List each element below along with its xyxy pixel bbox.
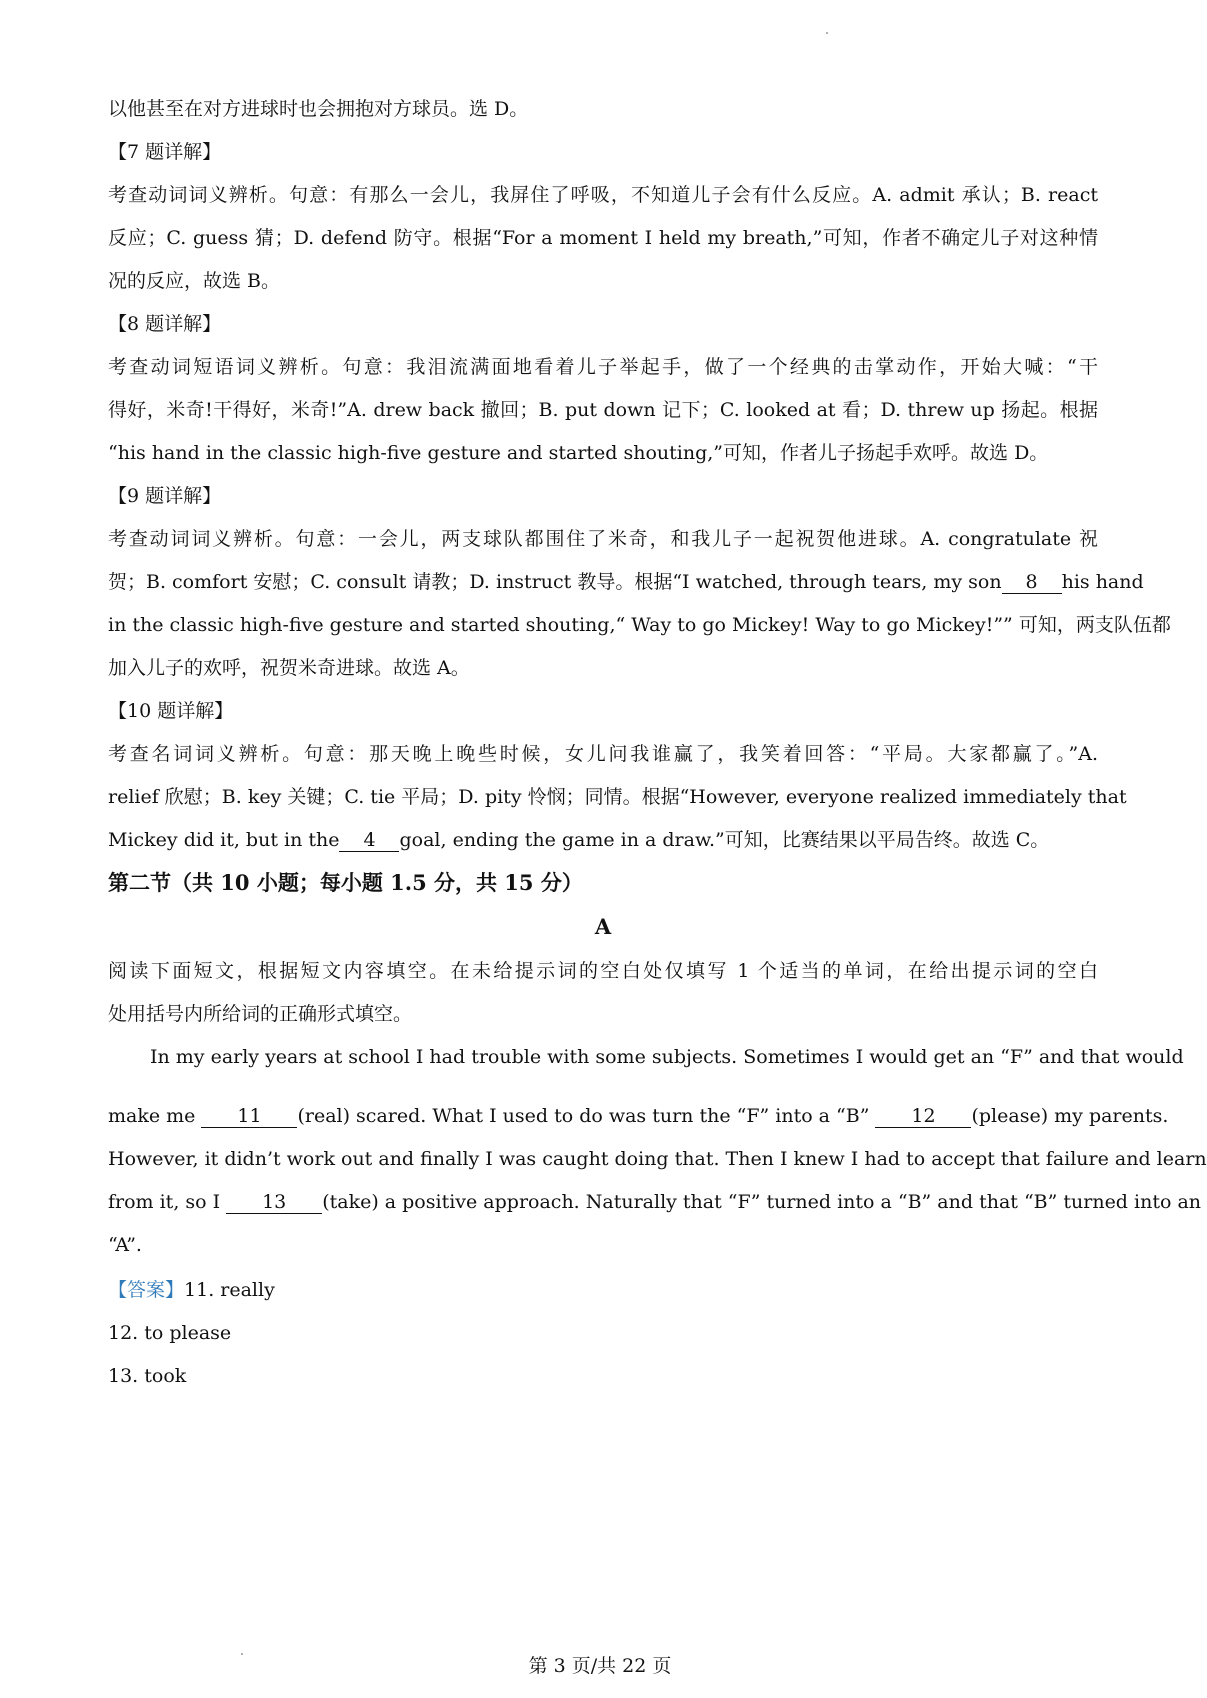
text-segment: (please) my parents.	[971, 1105, 1169, 1127]
text-segment: make me	[108, 1105, 202, 1127]
text-segment: from it, so I	[108, 1191, 227, 1213]
text-segment: goal, ending the game in a draw.”可知，比赛结果以平局告终。故选 C。	[399, 829, 1050, 851]
text-line: 加入儿子的欢呼，祝贺米奇进球。故选 A。	[108, 657, 470, 679]
text-segment: Mickey did it, but in the	[108, 829, 340, 851]
passage-line: “A”.	[108, 1234, 142, 1256]
text-line: 考查名词词义辨析。句意：那天晚上晚些时候，女儿问我谁赢了，我笑着回答：“平局。大家都赢了。”A.	[108, 743, 1098, 765]
passage-line	[108, 1102, 1169, 1130]
text-line: 考查动词词义辨析。句意：有那么一会儿，我屏住了呼吸，不知道儿子会有什么反应。A. admit 承认；B. react	[108, 184, 1098, 206]
passage-label: A	[594, 914, 612, 939]
text-line: 况的反应，故选 B。	[108, 270, 281, 292]
instruction-line: 处用括号内所给词的正确形式填空。	[108, 1003, 413, 1025]
text-line: 考查动词词义辨析。句意：一会儿，两支球队都围住了米奇，和我儿子一起祝贺他进球。A. congratulate 祝	[108, 528, 1098, 550]
text-segment: his hand	[1061, 571, 1144, 593]
text-line	[108, 826, 1098, 854]
blank-11: 11	[201, 1105, 297, 1128]
blank-8: 8	[1002, 571, 1062, 594]
text-line: relief 欣慰；B. key 关键；C. tie 平局；D. pity 怜悯；同情。根据“However, everyone realized immediately that	[108, 786, 1127, 808]
scan-speck	[826, 32, 828, 34]
answer-13: 13. took	[108, 1365, 187, 1387]
q8-heading: 【8 题详解】	[108, 313, 222, 335]
text-line: 考查动词短语词义辨析。句意：我泪流满面地看着儿子举起手，做了一个经典的击掌动作，开始大喊：“干	[108, 356, 1098, 378]
text-segment: (real) scared. What I used to do was turn the “F” into a “B”	[297, 1105, 876, 1127]
blank-12: 12	[875, 1105, 971, 1128]
blank-4: 4	[339, 829, 399, 852]
answer-line	[108, 1276, 1098, 1304]
text-segment: (take) a positive approach. Naturally that “F” turned into a “B” and that “B” turned into an	[322, 1191, 1202, 1213]
text-line: 以他甚至在对方进球时也会拥抱对方球员。选 D。	[108, 98, 529, 120]
passage-line	[108, 1188, 1202, 1216]
instruction-line: 阅读下面短文，根据短文内容填空。在未给提示词的空白处仅填写 1 个适当的单词，在给出提示词的空白	[108, 960, 1098, 982]
section-heading: 第二节（共 10 小题；每小题 1.5 分，共 15 分）	[108, 870, 583, 895]
passage-line: In my early years at school I had trouble with some subjects. Sometimes I would get an “F” and that would	[150, 1046, 1184, 1068]
answer-11: 11. really	[184, 1279, 275, 1301]
scan-speck	[241, 1653, 243, 1655]
q7-heading: 【7 题详解】	[108, 141, 222, 163]
text-segment: 贺；B. comfort 安慰；C. consult 请教；D. instruct 教导。根据“I watched, through tears, my son	[108, 571, 1002, 593]
text-line: in the classic high-five gesture and started shouting,“ Way to go Mickey! Way to go Mickey!”” 可知，两支队伍都	[108, 614, 1171, 636]
page-footer: 第 3 页/共 22 页	[528, 1655, 672, 1677]
q9-heading: 【9 题详解】	[108, 485, 222, 507]
text-line: 得好，米奇!干得好，米奇!”A. drew back 撤回；B. put down 记下；C. looked at 看；D. threw up 扬起。根据	[108, 399, 1098, 421]
text-line: 反应；C. guess 猜；D. defend 防守。根据“For a moment I held my breath,”可知，作者不确定儿子对这种情	[108, 227, 1098, 249]
text-line	[108, 568, 1144, 596]
answer-tag: 【答案】	[108, 1279, 185, 1301]
q10-heading: 【10 题详解】	[108, 700, 234, 722]
text-line: “his hand in the classic high-five gesture and started shouting,”可知，作者儿子扬起手欢呼。故选 D。	[108, 442, 1049, 464]
blank-13: 13	[226, 1191, 322, 1214]
answer-12: 12. to please	[108, 1322, 232, 1344]
passage-line: However, it didn’t work out and finally I was caught doing that. Then I knew I had to accept that failure and learn	[108, 1148, 1207, 1170]
